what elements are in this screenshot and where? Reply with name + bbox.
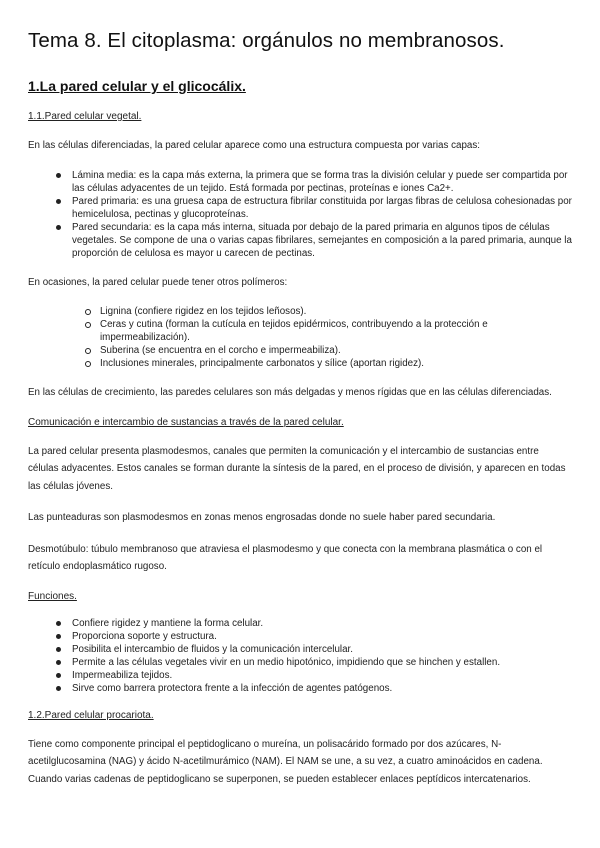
polymers-list [28, 305, 572, 370]
list-item: Pared secundaria: es la capa más interna, situada por debajo de la pared primaria en algunos tipos de células vegetales. Se compone de una o varias capas fibrilares, semejantes en composición a la pared primaria, aunque la proporción de celulosa es mayor u carecen de pectinas. [72, 221, 572, 259]
plasmodesmata-paragraph: La pared celular presenta plasmodesmos, canales que permiten la comunicación y el intercambio de sustancias entre células adyacentes. Estos canales se forman durante la síntesis de la pared, en el proceso de división, y aparecen en todas las células jóvenes. [28, 445, 566, 492]
functions-list [28, 617, 572, 695]
pits-paragraph: Las punteaduras son plasmodesmos en zonas menos engrosadas donde no suele haber pared secundaria. [28, 512, 496, 523]
list-item: Posibilita el intercambio de fluidos y la comunicación intercelular. [72, 643, 572, 656]
subsection-heading-communication: Comunicación e intercambio de sustancias a través de la pared celular. [28, 416, 344, 428]
subsection-heading-functions: Funciones. [28, 590, 77, 602]
list-item: Lignina (confiere rigidez en los tejidos leñosos). [100, 305, 572, 318]
list-item: Suberina (se encuentra en el corcho e impermeabiliza). [100, 344, 572, 357]
list-item: Ceras y cutina (forman la cutícula en tejidos epidérmicos, contribuyendo a la protección e impermeabilización). [100, 318, 572, 344]
list-item: Permite a las células vegetales vivir en un medio hipotónico, impidiendo que se hinchen y estallen. [72, 656, 572, 669]
subsection-heading-plant-wall: 1.1.Pared celular vegetal. [28, 111, 142, 122]
list-item: Confiere rigidez y mantiene la forma celular. [72, 617, 572, 630]
list-item: Lámina media: es la capa más externa, la primera que se forma tras la división celular y puede ser compartida por las células adyacentes de un tejido. Está formada por pectinas, proteínas e iones Ca2+. [72, 169, 572, 195]
polymers-intro: En ocasiones, la pared celular puede tener otros polímeros: [28, 276, 288, 288]
layers-list [28, 169, 572, 260]
list-item: Sirve como barrera protectora frente a la infección de agentes patógenos. [72, 682, 572, 695]
list-item: Inclusiones minerales, principalmente carbonatos y sílice (aportan rigidez). [100, 357, 572, 370]
layers-intro: En las células diferenciadas, la pared celular aparece como una estructura compuesta por varias capas: [28, 140, 480, 151]
list-item: Impermeabiliza tejidos. [72, 669, 572, 682]
peptidoglycan-paragraph: Tiene como componente principal el peptidoglicano o mureína, un polisacárido formado por dos azúcares, N-acetilglucosamina (NAG) y ácido N-acetilmurámico (NAM). El NAM se une, a su vez, a cuatro aminoácidos en cadena. Cuando varias cadenas de peptidoglicano se superponen, se pueden establecer enlaces peptídicos intercatenarios. [28, 738, 543, 785]
subsection-heading-prokaryotic-wall: 1.2.Pared celular procariota. [28, 709, 154, 721]
section-heading-cell-wall: 1.La pared celular y el glicocálix. [28, 78, 246, 94]
list-item: Pared primaria: es una gruesa capa de estructura fibrilar constituida por largas fibras de celulosa cohesionadas por hemicelulosa, pectinas y glucoproteínas. [72, 195, 572, 220]
desmotubule-paragraph: Desmotúbulo: túbulo membranoso que atraviesa el plasmodesmo y que conecta con la membrana plasmática o con el retículo endoplasmático rugoso. [28, 543, 543, 572]
page-title: Tema 8. El citoplasma: orgánulos no membranosos. [28, 29, 505, 52]
list-item: Proporciona soporte y estructura. [72, 630, 572, 643]
growth-paragraph: En las células de crecimiento, las paredes celulares son más delgadas y menos rígidas que en las células diferenciadas. [28, 387, 552, 398]
